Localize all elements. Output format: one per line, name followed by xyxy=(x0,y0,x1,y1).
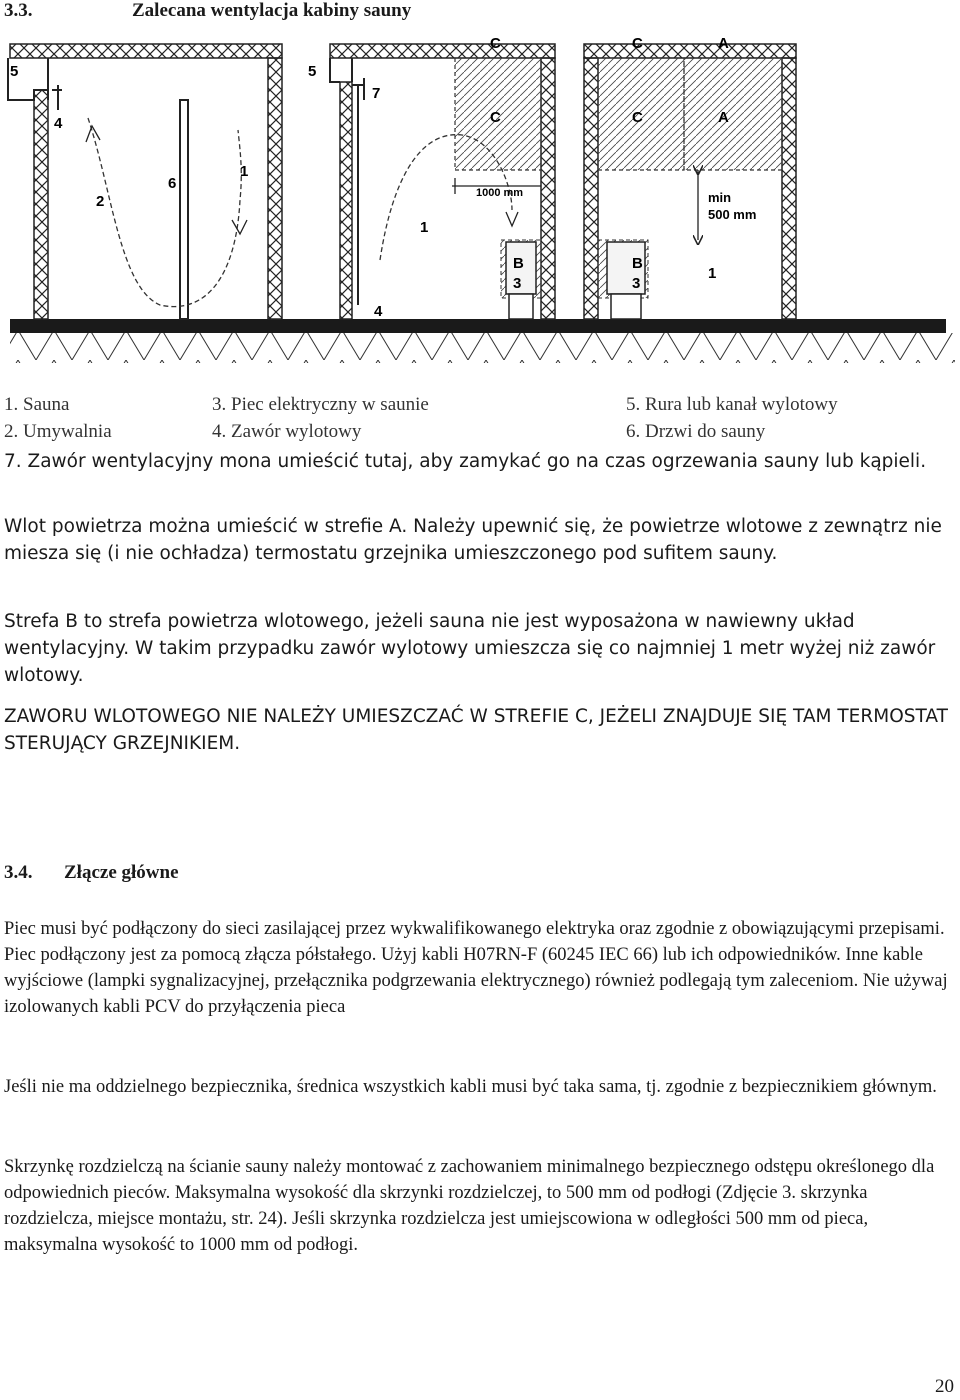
ground-hatch xyxy=(10,333,955,363)
paragraph-junction-box: Skrzynkę rozdzielczą na ścianie sauny należy montować z zachowaniem minimalnego bezpiecznego odstępu określonego dla odpowiednich pieców. Maksymalna wysokość dla skrzynki rozdzielczej, to 500 mm od podłogi (Zdjęcie 3. skrzynka rozdzielcza, miejsce montażu, str. 24). Jeśli skrzynka rozdzielcza jest umiejscowiona w odległości 500 mm od pieca, maksymalna wysokość to 1000 mm od podłogi. xyxy=(4,1157,935,1255)
legend-item-7: 7. Zawór wentylacyjny mona umieścić tutaj, aby zamykać go na czas ogrzewania sauny lub kąpieli. xyxy=(4,451,927,472)
label-4-middle: 4 xyxy=(374,303,383,320)
label-1-right: 1 xyxy=(708,265,717,282)
label-5-middle: 5 xyxy=(308,63,317,80)
ceiling-right xyxy=(584,44,796,58)
ceiling-middle xyxy=(330,44,555,58)
wall-left-outer xyxy=(34,90,48,319)
paragraph-fuse: Jeśli nie ma oddzielnego bezpiecznika, średnica wszystkich kabli musi być taka sama, tj. zgodnie z bezpiecznikiem głównym. xyxy=(4,1077,937,1097)
label-a-right: A xyxy=(718,109,729,126)
label-1-middle: 1 xyxy=(420,219,429,236)
airflow-path-left xyxy=(88,118,241,307)
heater-base-middle xyxy=(509,294,533,319)
label-6: 6 xyxy=(168,175,177,192)
legend-item-5: 5. Rura lub kanał wylotowy xyxy=(626,394,838,415)
legend-item-1: 1. Sauna xyxy=(4,394,70,415)
sauna-door xyxy=(180,100,188,319)
legend-item-2: 2. Umywalnia xyxy=(4,421,112,442)
floor-slab xyxy=(10,319,946,333)
label-3-right: 3 xyxy=(632,275,641,292)
label-4-left: 4 xyxy=(54,115,63,132)
legend-item-3: 3. Piec elektryczny w saunie xyxy=(212,394,429,415)
label-b-middle: B xyxy=(513,255,524,272)
section-heading-3-4 xyxy=(4,862,179,884)
section-number: 3.3. xyxy=(4,0,33,21)
paragraph-main-connection: Piec musi być podłączony do sieci zasilającej przez wykwalifikowanego elektryka oraz zgodnie z obowiązującymi przepisami. Piec podłączony jest za pomocą złącza półstałego. Użyj kabli H07RN-F (60245 IEC 66) lub ich odpowiedników. Inne kable wyjściowe (lampki sygnalizacyjnej, przełącznika podgrzewania elektrycznego) również podlegają tym zaleceniom. Nie używaj izolowanych kabli PCV do przyłączenia pieca xyxy=(4,919,948,1017)
label-1-left: 1 xyxy=(240,163,249,180)
label-2: 2 xyxy=(96,193,105,210)
label-c-right: C xyxy=(632,109,643,126)
legend-item-6: 6. Drzwi do sauny xyxy=(626,421,766,442)
airflow-arrow-middle xyxy=(506,212,518,226)
wall-middle-right xyxy=(541,58,555,319)
section-title: Zalecana wentylacja kabiny sauny xyxy=(132,0,412,21)
exhaust-valve-left xyxy=(52,85,62,110)
label-c-top-middle: C xyxy=(490,35,501,52)
wall-right-right xyxy=(782,58,796,319)
airflow-arrow-down xyxy=(232,220,247,234)
label-c-middle: C xyxy=(490,109,501,126)
exhaust-duct-middle xyxy=(330,58,352,82)
ceiling-left xyxy=(10,44,282,58)
label-a-top: A xyxy=(718,35,729,52)
label-5-left: 5 xyxy=(10,63,19,80)
section-heading-3-3 xyxy=(4,0,411,22)
ventilation-diagram xyxy=(0,28,960,370)
label-3-middle: 3 xyxy=(513,275,522,292)
legend-item-4: 4. Zawór wylotowy xyxy=(212,421,362,442)
label-1000mm: 1000 mm xyxy=(476,187,524,199)
label-c-top-right: C xyxy=(632,35,643,52)
wall-middle-left xyxy=(340,82,352,319)
zone-a-right xyxy=(684,58,782,170)
label-min: min xyxy=(708,190,732,205)
sauna-diagram-right xyxy=(584,44,796,319)
label-b-right: B xyxy=(632,255,643,272)
heater-base-right xyxy=(611,294,641,319)
paragraph-zone-c-warning: ZAWORU WLOTOWEGO NIE NALEŻY UMIESZCZAĆ W STREFIE C, JEŻELI ZNAJDUJE SIĘ TAM TERMOSTAT STERUJĄCY GRZEJNIKIEM. xyxy=(4,706,948,754)
section-number: 3.4. xyxy=(4,862,33,883)
paragraph-zone-b: Strefa B to strefa powietrza wlotowego, jeżeli sauna nie jest wyposażona w nawiewny układ wentylacyjny. W takim przypadku zawór wylotowy umieszcza się co najmniej 1 metr wyżej niż zawór wlotowy. xyxy=(4,611,936,686)
wall-right-left xyxy=(584,58,598,319)
section-title: Złącze główne xyxy=(64,862,179,883)
label-7: 7 xyxy=(372,85,381,102)
wall-left-right xyxy=(268,58,282,319)
label-500mm: 500 mm xyxy=(708,207,757,222)
paragraph-zone-a: Wlot powietrza można umieścić w strefie A. Należy upewnić się, że powietrze wlotowe z zewnątrz nie miesza się (i nie ochładza) termostatu grzejnika umieszczonego pod sufitem sauny. xyxy=(4,516,942,564)
page-number: 20 xyxy=(935,1376,954,1397)
sauna-diagram-left xyxy=(8,44,282,319)
